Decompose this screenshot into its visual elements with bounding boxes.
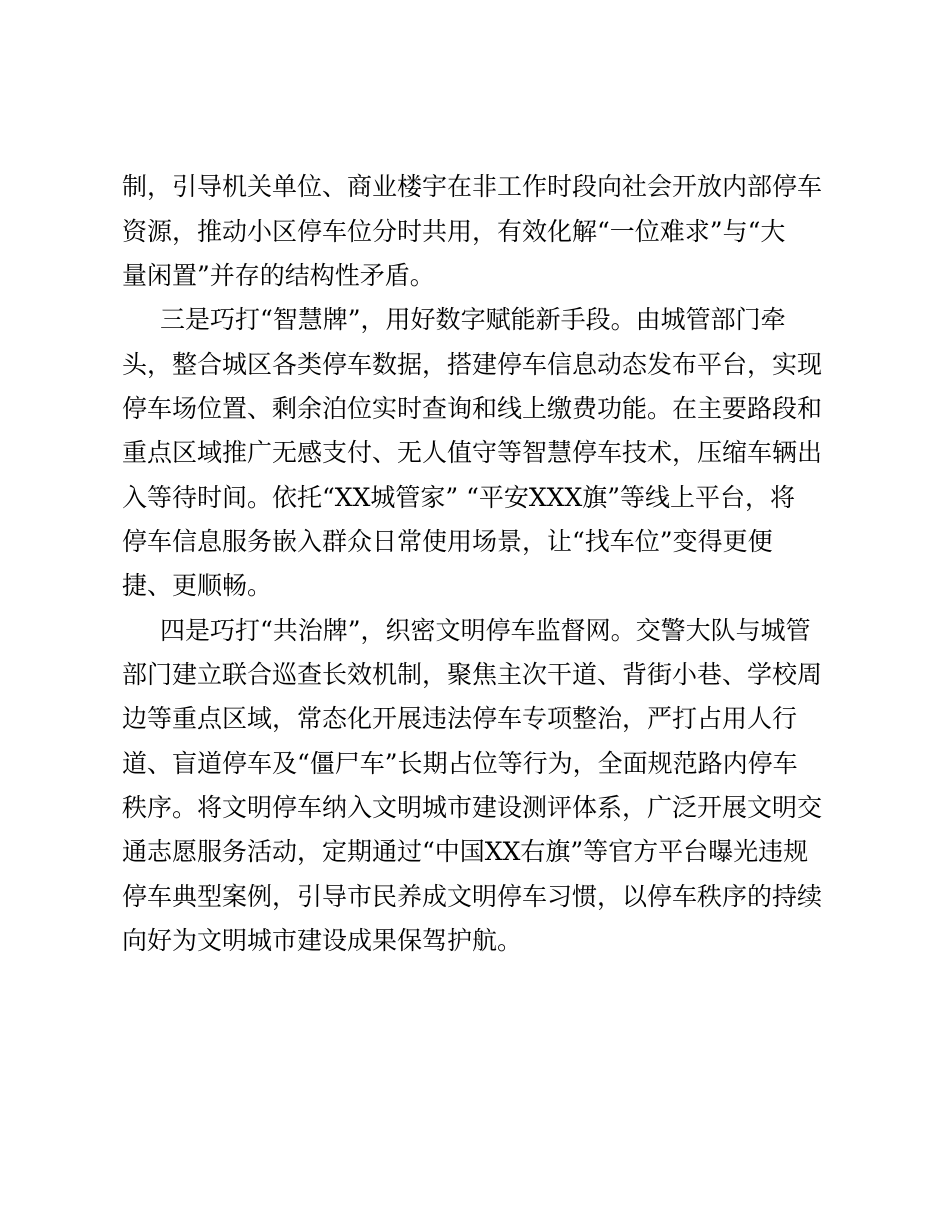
- text-line-18: 向好为文明城市建设成果保驾护航。: [122, 926, 523, 955]
- text-line-7: 重点区域推广无感支付、无人值守等智慧停车技术，压缩车辆出: [122, 438, 823, 467]
- text-line-10: 捷、更顺畅。: [122, 571, 273, 600]
- paragraph-3-first-line: 三是巧打“智慧牌”，用好数字赋能新手段。由城管部门牵: [160, 305, 786, 334]
- text-line-16: 通志愿服务活动，定期通过“中国XX右旗”等官方平台曝光违规: [122, 837, 809, 866]
- text-line-1: 制，引导机关单位、商业楼宇在非工作时段向社会开放内部停车: [122, 172, 823, 201]
- text-line-8: 入等待时间。依托“XX城管家” “平安XXX旗”等线上平台，将: [122, 483, 796, 512]
- text-line-5: 头，整合城区各类停车数据，搭建停车信息动态发布平台，实现: [122, 350, 823, 379]
- text-line-13: 边等重点区域，常态化开展违法停车专项整治，严打占用人行: [122, 704, 798, 733]
- text-line-14: 道、盲道停车及“僵尸车”长期占位等行为，全面规范路内停车: [122, 749, 798, 778]
- text-line-12: 部门建立联合巡查长效机制，聚焦主次干道、背街小巷、学校周: [122, 660, 823, 689]
- text-line-6: 停车场位置、剩余泊位实时查询和线上缴费功能。在主要路段和: [122, 394, 823, 423]
- paragraph-4-first-line: 四是巧打“共治牌”，织密文明停车监督网。交警大队与城管: [160, 616, 811, 645]
- text-line-17: 停车典型案例，引导市民养成文明停车习惯，以停车秩序的持续: [122, 882, 823, 911]
- text-line-2: 资源，推动小区停车位分时共用，有效化解“一位难求”与“大: [122, 217, 786, 246]
- text-line-9: 停车信息服务嵌入群众日常使用场景，让“找车位”变得更便: [122, 527, 773, 556]
- text-line-15: 秩序。将文明停车纳入文明城市建设测评体系，广泛开展文明交: [122, 793, 823, 822]
- text-line-3: 量闲置”并存的结构性矛盾。: [122, 261, 435, 290]
